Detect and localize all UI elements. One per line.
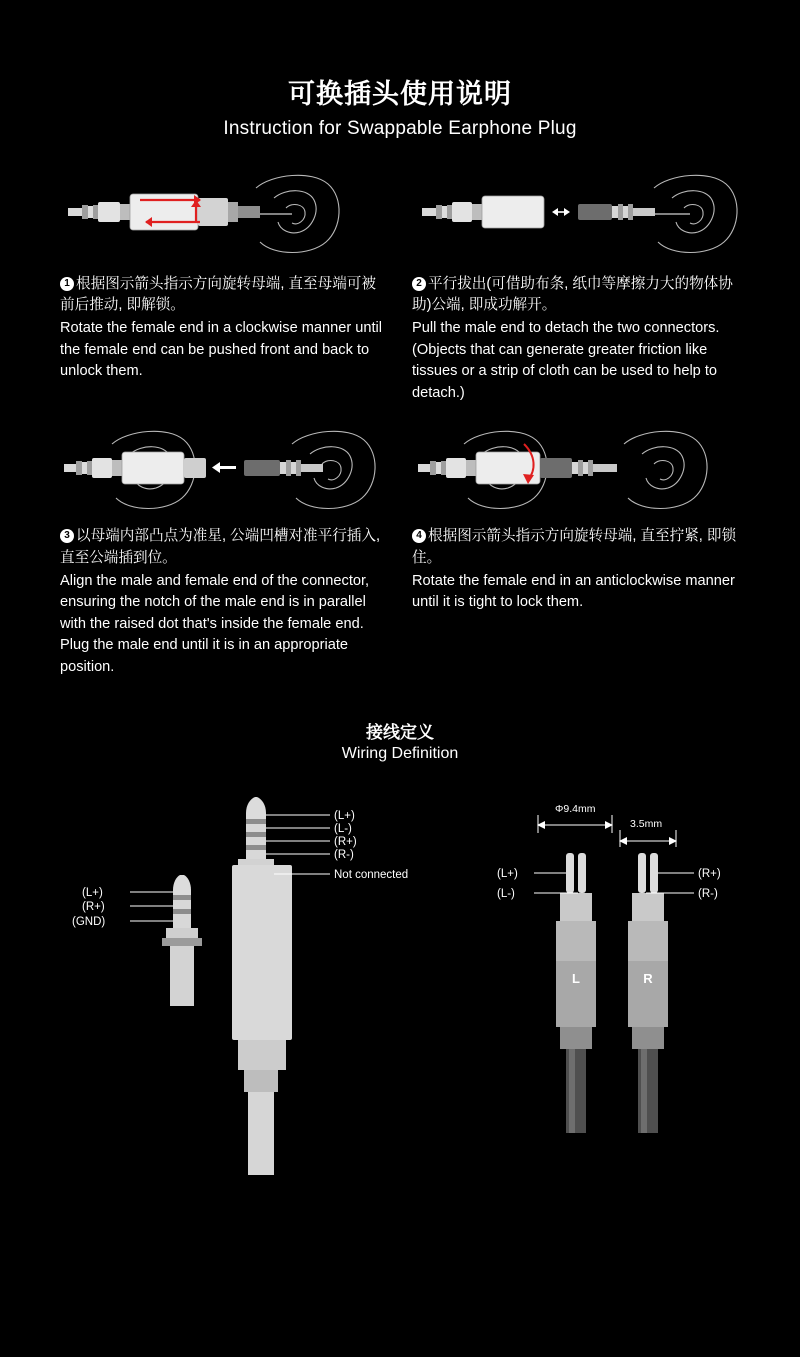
step-1-figure bbox=[60, 166, 390, 274]
plug35-label-0: (L+) bbox=[82, 887, 103, 900]
step-1-text-en: Rotate the female end in a clockwise manner until the female end can be pushed front and back to unlock them. bbox=[60, 319, 383, 380]
plug35-label-1: (R+) bbox=[82, 901, 105, 914]
step-4-text-en: Rotate the female end in an anticlockwise manner until it is tight to lock them. bbox=[412, 572, 735, 611]
plug44-label-3: (R-) bbox=[334, 849, 354, 862]
step-3 bbox=[60, 404, 390, 678]
step-4-number: 4 bbox=[412, 529, 426, 543]
wiring-header bbox=[0, 718, 800, 763]
connector-right bbox=[628, 853, 668, 1133]
step-1-text bbox=[60, 274, 390, 383]
connector-left bbox=[556, 853, 596, 1133]
dim-diameter-label: Φ9.4mm bbox=[555, 803, 596, 816]
step-4-text bbox=[412, 526, 742, 613]
connector-left-mark: L bbox=[572, 971, 580, 987]
step-2-illustration bbox=[412, 166, 742, 274]
step-4-figure bbox=[412, 422, 742, 526]
step-3-text-en: Align the male and female end of the connector, ensuring the notch of the male end is in parallel with the raised dot that's inside the female end. Plug the male end until it is in an appropriate position. bbox=[60, 572, 370, 675]
step-2-text-cn: 2 平行拔出(可借助布条, 纸巾等摩擦力大的物体协助)公端, 即成功解开。 bbox=[412, 275, 733, 314]
page-header bbox=[0, 0, 800, 140]
connector-right-mark: R bbox=[643, 971, 653, 987]
dim-length-label: 3.5mm bbox=[630, 818, 663, 831]
step-2-text bbox=[412, 274, 742, 405]
connector-pair bbox=[497, 803, 721, 1133]
plug44-label-1: (L-) bbox=[334, 823, 352, 836]
step-2-figure bbox=[412, 166, 742, 274]
page-title-en: Instruction for Swappable Earphone Plug bbox=[223, 117, 577, 139]
step-1-text-cn: 1 根据图示箭头指示方向旋转母端, 直至母端可被前后推动, 即解锁。 bbox=[60, 275, 376, 314]
wiring-diagram bbox=[0, 775, 800, 1175]
step-4-illustration bbox=[412, 422, 742, 526]
pair-right-label-1: (R-) bbox=[698, 888, 718, 901]
step-1-illustration bbox=[60, 166, 390, 274]
step-2-number: 2 bbox=[412, 277, 426, 291]
plug44-label-0: (L+) bbox=[334, 810, 355, 823]
page-title-cn: 可换插头使用说明 bbox=[288, 79, 512, 109]
step-4 bbox=[412, 404, 742, 678]
step-1-number: 1 bbox=[60, 277, 74, 291]
wiring-title-en: Wiring Definition bbox=[341, 745, 459, 763]
pair-right-label-0: (R+) bbox=[698, 868, 721, 881]
steps-grid bbox=[0, 166, 800, 679]
plug-3-5mm bbox=[72, 875, 202, 1006]
step-2 bbox=[412, 166, 742, 405]
pair-left-label-1: (L-) bbox=[497, 888, 515, 901]
plug44-label-2: (R+) bbox=[334, 836, 357, 849]
step-1 bbox=[60, 166, 390, 405]
plug-4-4mm bbox=[232, 797, 408, 1175]
step-3-figure bbox=[60, 422, 390, 526]
step-3-text bbox=[60, 526, 390, 678]
step-2-text-en: Pull the male end to detach the two connectors. (Objects that can generate greater friction like tissues or a strip of cloth can be used to help to detach.) bbox=[412, 319, 720, 401]
step-4-text-cn: 4 根据图示箭头指示方向旋转母端, 直至拧紧, 即锁住。 bbox=[412, 528, 737, 566]
step-3-number: 3 bbox=[60, 529, 74, 543]
step-3-illustration bbox=[60, 422, 390, 526]
wiring-figures bbox=[0, 775, 800, 1175]
pair-left-label-0: (L+) bbox=[497, 868, 518, 881]
plug35-label-2: (GND) bbox=[72, 916, 106, 929]
step-3-text-cn: 3 以母端内部凸点为准星, 公端凹槽对准平行插入, 直至公端插到位。 bbox=[60, 528, 381, 566]
plug44-label-4: Not connected bbox=[334, 869, 409, 882]
wiring-title-cn: 接线定义 bbox=[366, 723, 434, 743]
